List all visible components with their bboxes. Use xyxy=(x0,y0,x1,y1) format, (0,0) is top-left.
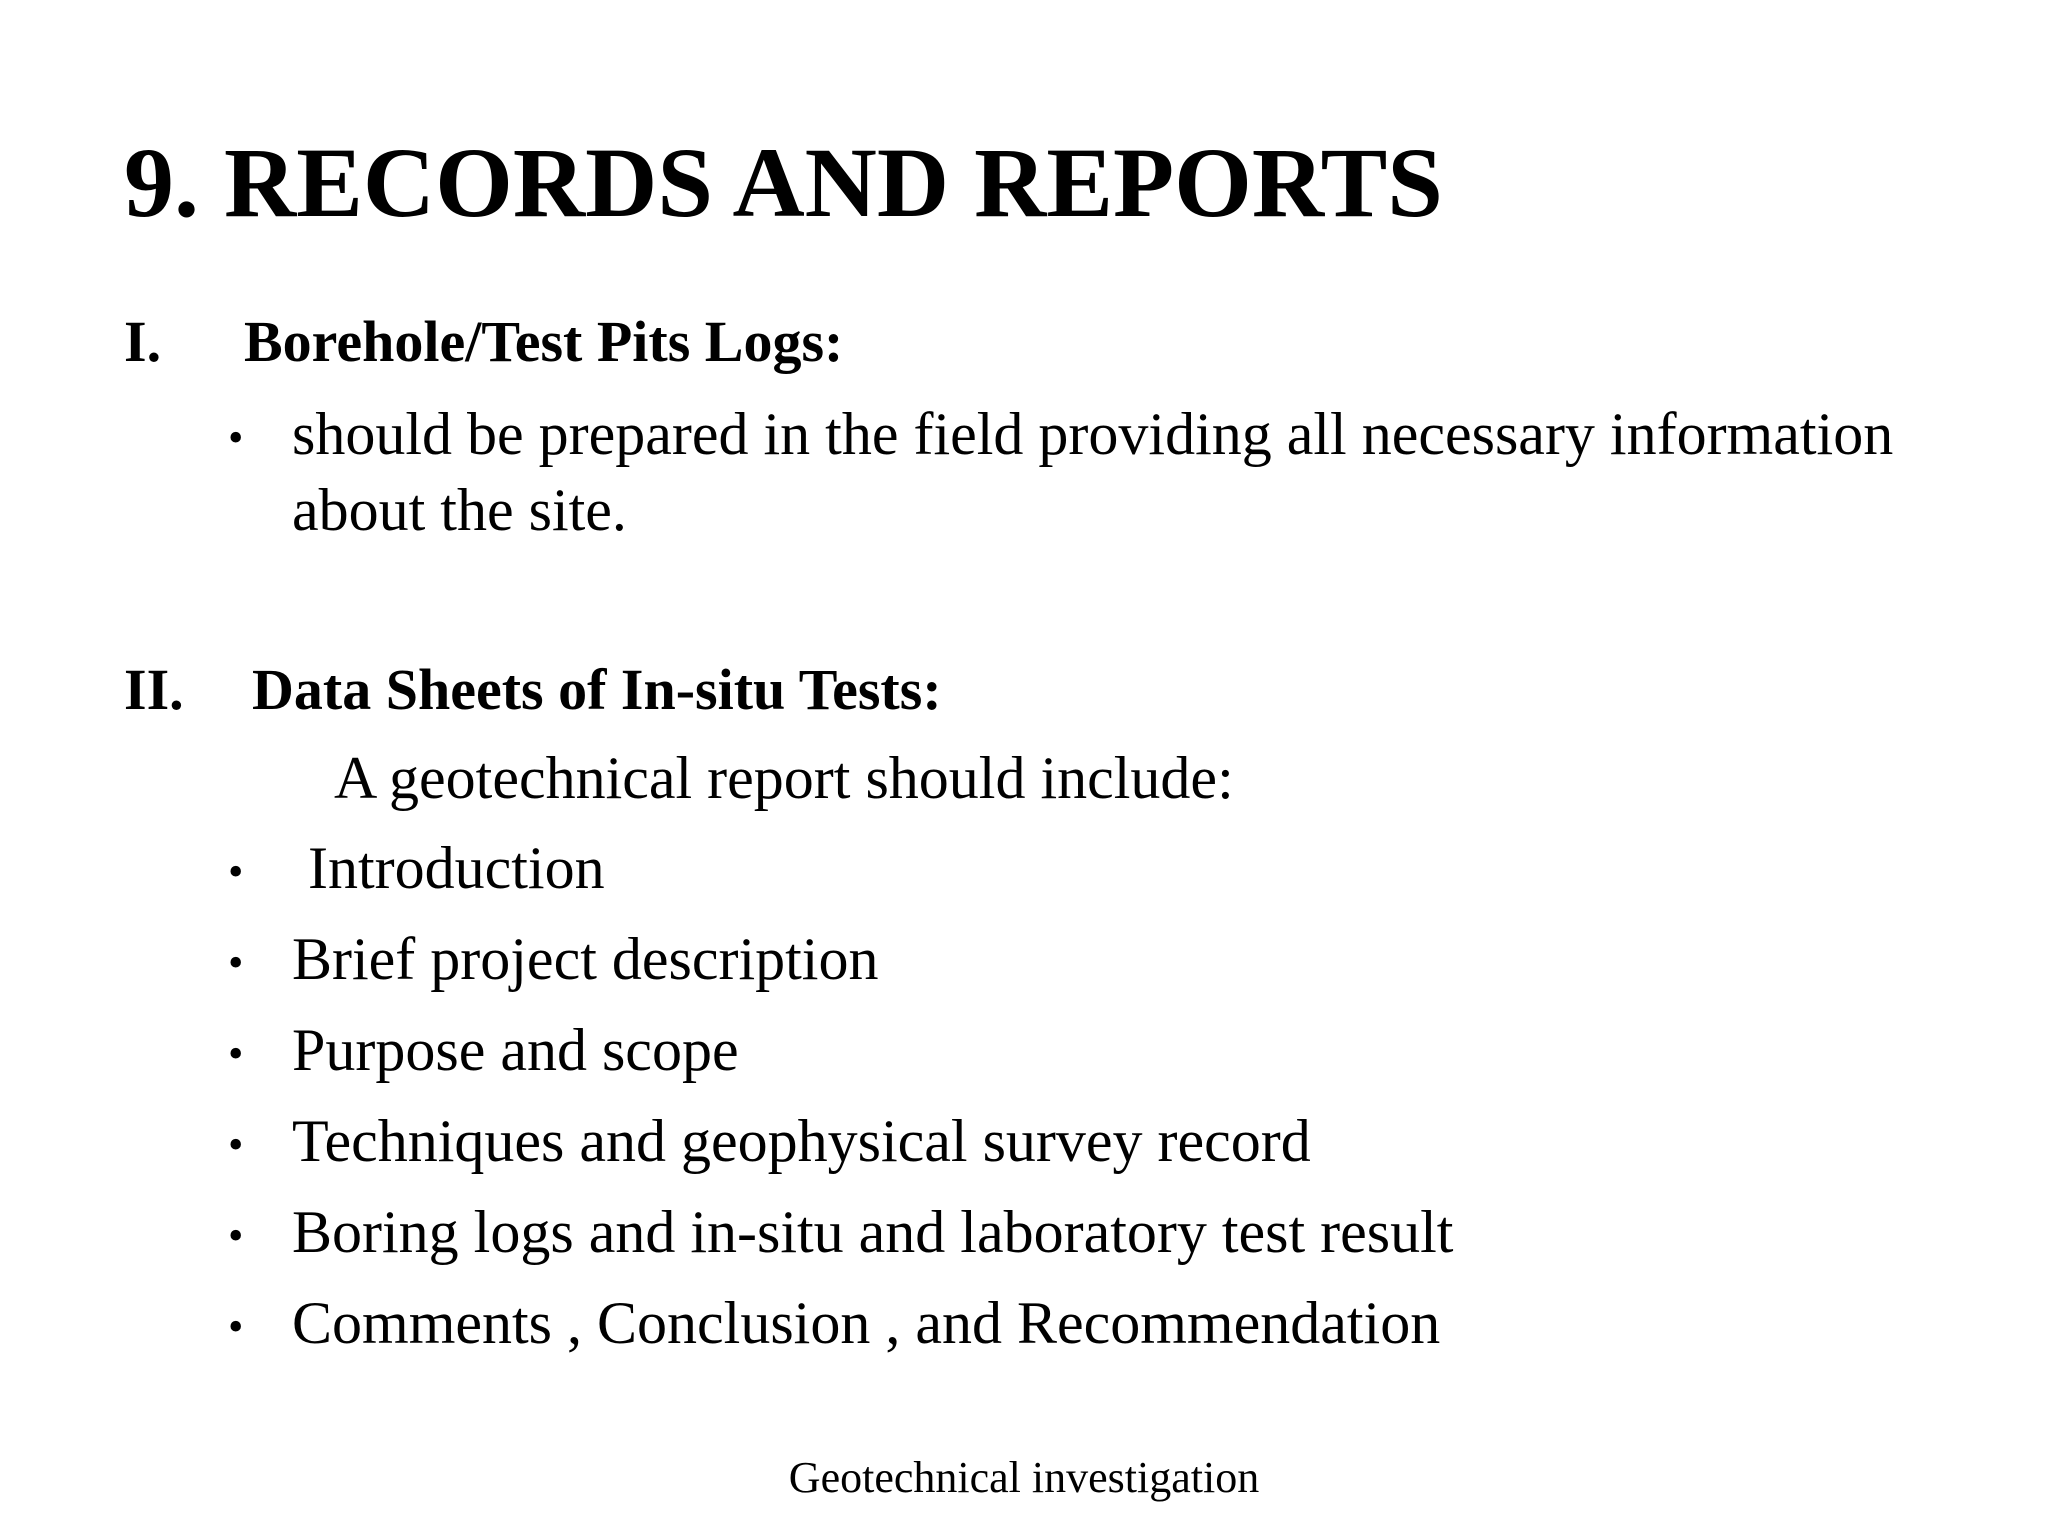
section-numeral: I. xyxy=(124,309,162,374)
section-heading-text: Borehole/Test Pits Logs: xyxy=(244,309,844,374)
bullet-icon: • xyxy=(228,1302,244,1351)
list-item-text: Brief project description xyxy=(292,926,879,992)
section1-bullet-text: should be prepared in the field providing all necessary information about the site. xyxy=(292,401,1894,543)
report-intro-line: A geotechnical report should include: xyxy=(334,745,1234,811)
bullet-icon: • xyxy=(228,847,244,896)
slide-title: 9. RECORDS AND REPORTS xyxy=(124,127,1443,238)
list-item-text: Purpose and scope xyxy=(292,1017,739,1083)
bullet-icon: • xyxy=(228,1120,244,1169)
section-heading-2 xyxy=(124,658,942,722)
bullet-icon: • xyxy=(228,413,244,462)
list-item-text: Introduction xyxy=(308,835,605,901)
bullet-icon: • xyxy=(228,1029,244,1078)
bullet-icon: • xyxy=(228,1211,244,1260)
section-heading-1 xyxy=(124,310,843,374)
section-numeral: II. xyxy=(124,657,184,722)
list-item-text: Techniques and geophysical survey record xyxy=(292,1108,1311,1174)
bullet-icon: • xyxy=(228,938,244,987)
section-heading-text: Data Sheets of In-situ Tests: xyxy=(252,657,942,722)
list-item-text: Boring logs and in-situ and laboratory test result xyxy=(292,1199,1454,1265)
list-item-text: Comments , Conclusion , and Recommendation xyxy=(292,1290,1441,1356)
slide-footer: Geotechnical investigation xyxy=(788,1453,1260,1502)
